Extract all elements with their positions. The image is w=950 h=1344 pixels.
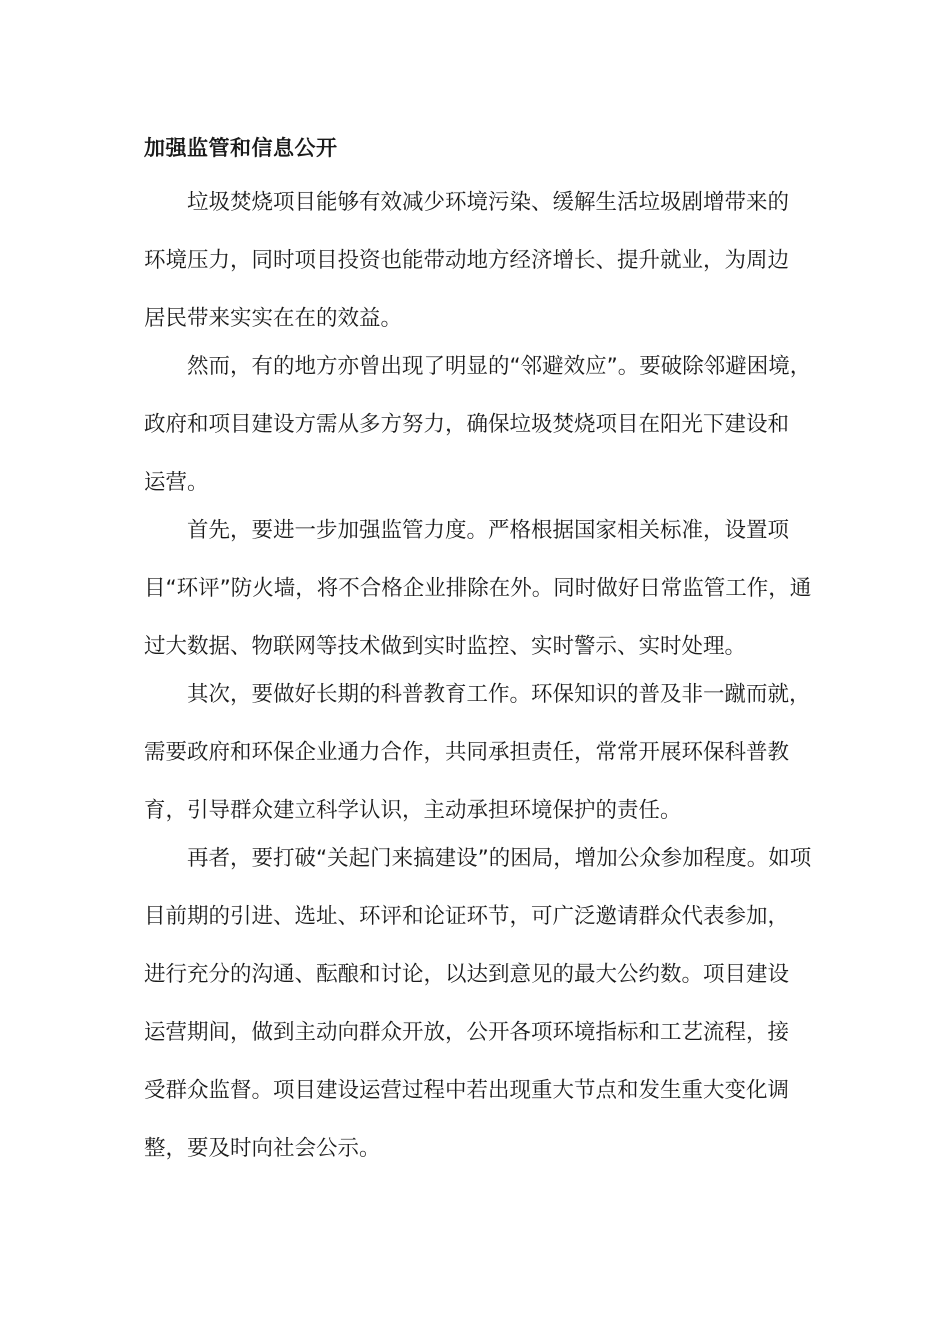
paragraph-line: 目“环评”防火墙，将不合格企业排除在外。同时做好日常监管工作，通 [144,576,812,601]
document-body [144,185,814,1179]
paragraph-line: 运营期间，做到主动向群众开放，公开各项环境指标和工艺流程，接 [144,1020,790,1045]
paragraph-line: 育，引导群众建立科学认识，主动承担环境保护的责任。 [144,798,682,823]
paragraph-line: 环境压力，同时项目投资也能带动地方经济增长、提升就业，为周边 [144,248,790,273]
paragraph-line: 过大数据、物联网等技术做到实时监控、实时警示、实时处理。 [144,634,747,659]
paragraph-line: 运营。 [144,470,209,495]
paragraph-line: 首先，要进一步加强监管力度。严格根据国家相关标准，设置项 [187,518,790,543]
paragraph-line: 需要政府和环保企业通力合作，共同承担责任，常常开展环保科普教 [144,740,790,765]
paragraph-line: 垃圾焚烧项目能够有效减少环境污染、缓解生活垃圾剧增带来的 [187,190,790,215]
paragraph [144,185,814,337]
paragraph-line: 居民带来实实在在的效益。 [144,306,403,331]
paragraph [144,677,814,829]
paragraph-line: 整，要及时向社会公示。 [144,1136,381,1161]
paragraph [144,513,814,665]
document-title: 加强监管和信息公开 [144,136,338,160]
paragraph-line: 其次，要做好长期的科普教育工作。环保知识的普及非一蹴而就， [187,682,811,707]
paragraph-line: 然而，有的地方亦曾出现了明显的“邻避效应”。要破除邻避困境， [187,354,812,379]
paragraph-line: 政府和项目建设方需从多方努力，确保垃圾焚烧项目在阳光下建设和 [144,412,790,437]
paragraph-line: 再者，要打破“关起门来搞建设”的困局，增加公众参加程度。如项 [187,846,812,871]
paragraph [144,349,814,501]
paragraph-line: 进行充分的沟通、酝酿和讨论，以达到意见的最大公约数。项目建设 [144,962,790,987]
paragraph-line: 受群众监督。项目建设运营过程中若出现重大节点和发生重大变化调 [144,1078,790,1103]
paragraph-line: 目前期的引进、选址、环评和论证环节，可广泛邀请群众代表参加， [144,904,790,929]
paragraph [144,841,814,1167]
